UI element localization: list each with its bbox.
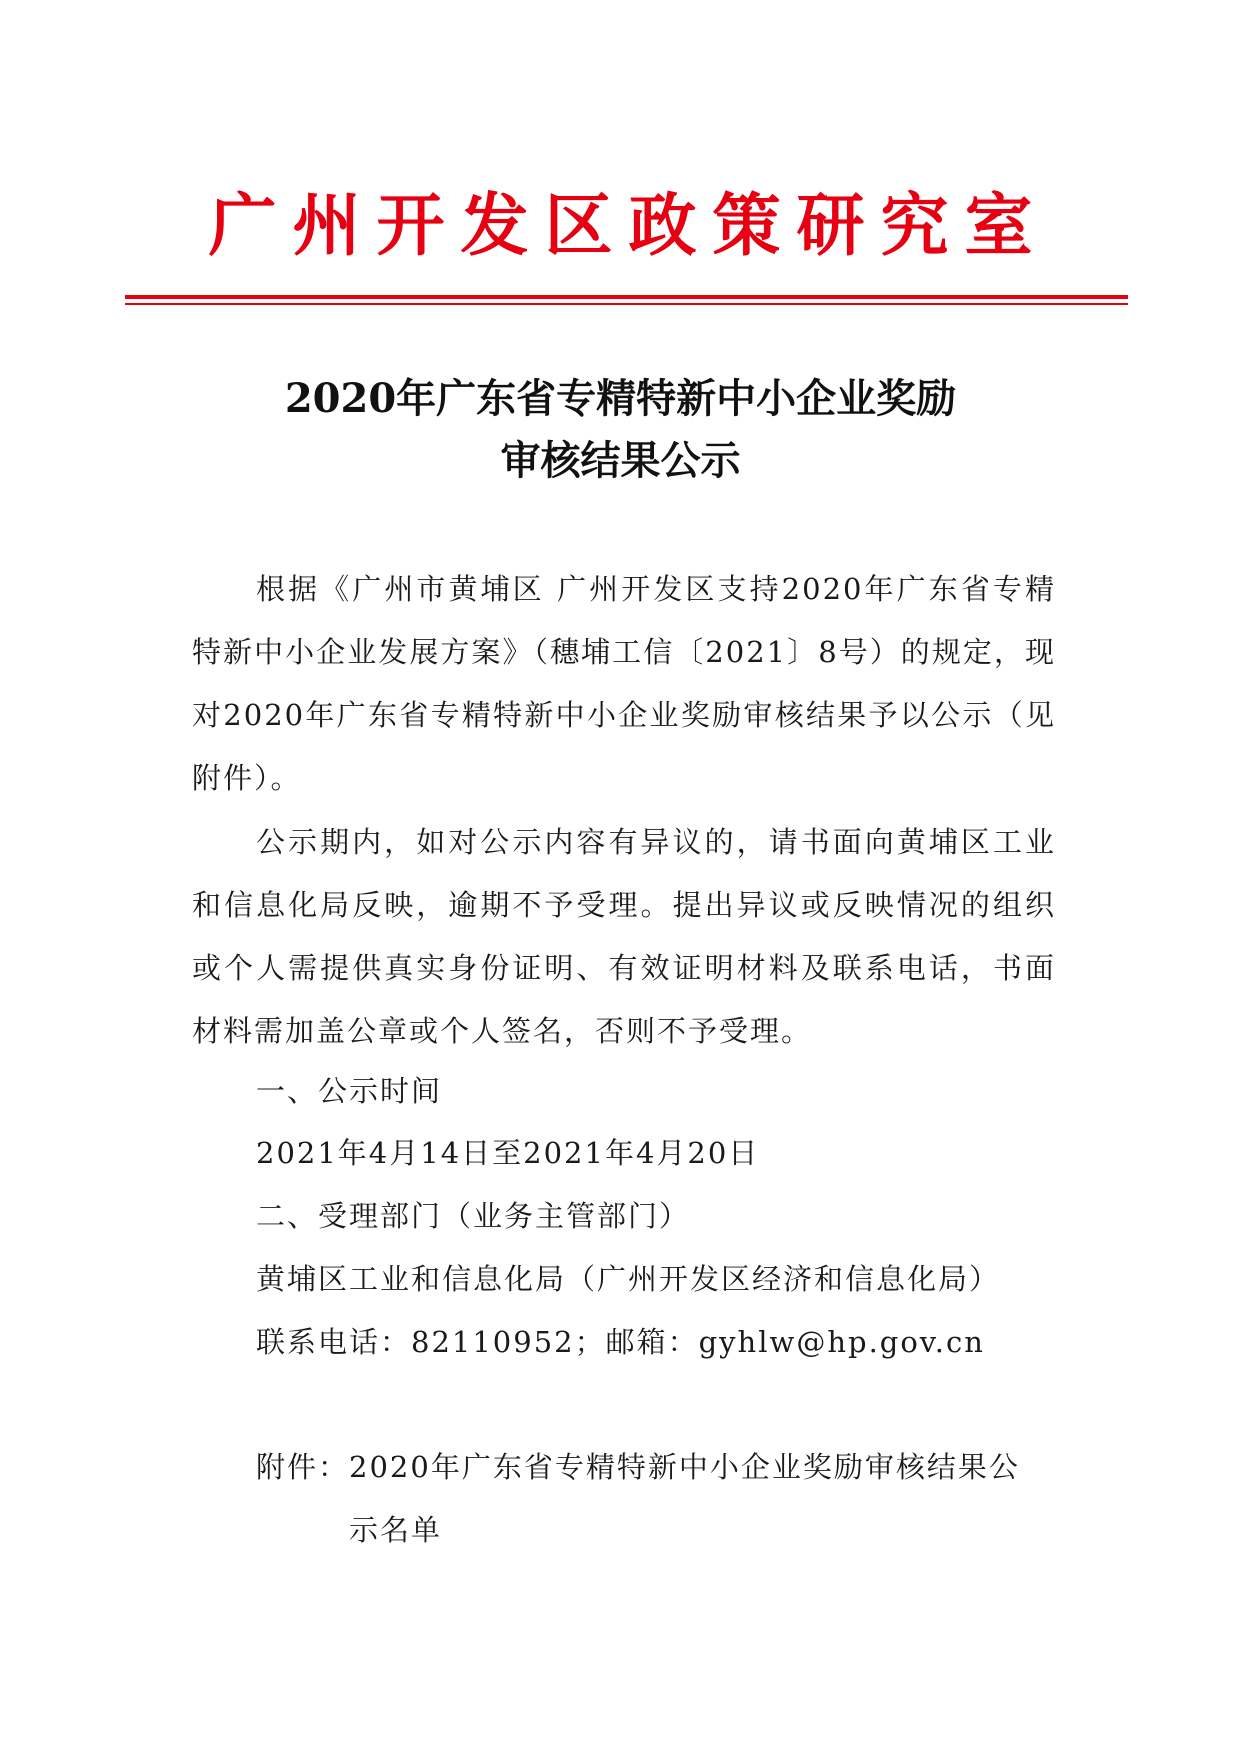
body-paragraph-basis: 根据《广州市黄埔区 广州开发区支持2020年广东省专精特新中小企业发展方案》（穗埔工信〔2021〕8号）的规定，现对2020年广东省专精特新中小企业奖励审核结果予以公示（见附件）。 (192, 572, 1056, 795)
publicity-period-dates: 2021年4月14日至2021年4月20日 (256, 1136, 760, 1170)
attachment-title: 2020年广东省专精特新中小企业奖励审核结果公示名单 (349, 1450, 1020, 1547)
body-paragraph-objection: 公示期内，如对公示内容有异议的，请书面向黄埔区工业和信息化局反映，逾期不予受理。提出异议或反映情况的组织或个人需提供真实身份证明、有效证明材料及联系电话，书面材料需加盖公章或个人签名，否则不予受理。 (192, 825, 1056, 1048)
attachment-label: 附件： (256, 1450, 350, 1484)
attachment-note (256, 1436, 1049, 1562)
section-heading-period: 一、公示时间 (256, 1074, 443, 1108)
letterhead-org-name: 广州开发区政策研究室 (208, 187, 1049, 266)
department-name: 黄埔区工业和信息化局（广州开发区经济和信息化局） (256, 1262, 1001, 1296)
section-heading-department: 二、受理部门（业务主管部门） (256, 1199, 691, 1233)
document-title (0, 368, 1241, 492)
document-title-line-1: 2020年广东省专精特新中小企业奖励 (284, 375, 957, 422)
letterhead-red-rule-thin (125, 303, 1128, 305)
letterhead-red-rule-thick (125, 295, 1128, 299)
document-title-line-2: 审核结果公示 (500, 437, 741, 484)
contact-info: 联系电话：82110952；邮箱：gyhlw@hp.gov.cn (256, 1325, 985, 1359)
